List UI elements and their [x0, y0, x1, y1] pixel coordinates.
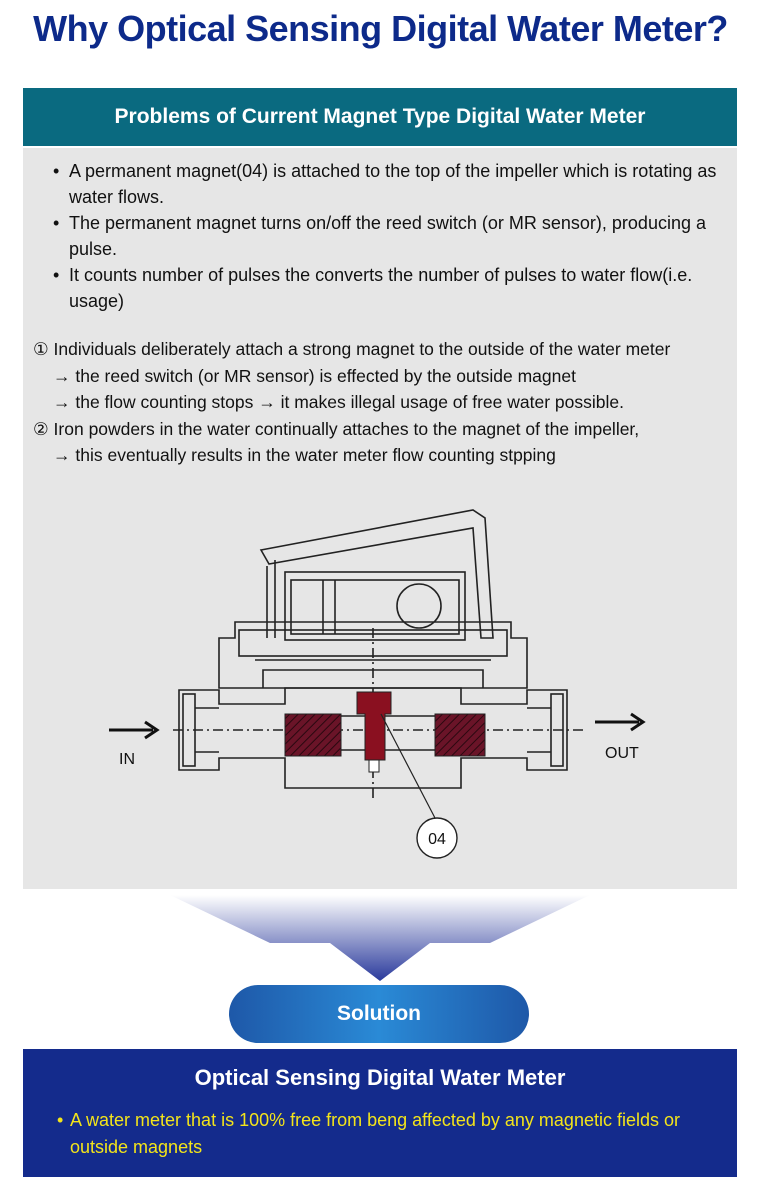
problem-bullet-2: • The permanent magnet turns on/off the reed switch (or MR sensor), producing a pulse.: [53, 210, 723, 262]
water-meter-diagram: [23, 488, 737, 888]
issue-2: ② Iron powders in the water continually attaches to the magnet of the impeller,: [33, 418, 640, 439]
page-title: Why Optical Sensing Digital Water Meter?: [33, 8, 728, 49]
issue-1-consequence-1: → the reed switch (or MR sensor) is effected by the outside magnet: [53, 365, 576, 386]
out-label: OUT: [605, 745, 639, 762]
part-label: 04: [428, 831, 446, 848]
solution-pill-label: Solution: [337, 1002, 421, 1025]
issue-2-consequence: → this eventually results in the water meter flow counting stpping: [53, 445, 556, 465]
down-arrow-icon: [170, 893, 590, 985]
issue-1-consequence-2: → the flow counting stops → it makes illegal usage of free water possible.: [53, 392, 624, 412]
out-arrow-icon: [595, 714, 643, 730]
problems-panel: [23, 148, 737, 889]
problem-bullet-3: • It counts number of pulses the converts the number of pulses to water flow(i.e. usage): [53, 262, 723, 314]
issue-1: ① Individuals deliberately attach a strong magnet to the outside of the water meter: [33, 339, 671, 359]
problem-bullets: [53, 158, 723, 314]
in-arrow-icon: [109, 722, 157, 738]
impeller-left: [285, 714, 341, 756]
in-label: IN: [119, 751, 135, 768]
solution-bullet: • A water meter that is 100% free from beng affected by any magnetic fields or outside magnets: [57, 1107, 730, 1161]
problems-header: [23, 88, 737, 146]
impeller-right: [435, 714, 485, 756]
problem-bullet-1: • A permanent magnet(04) is attached to the top of the impeller which is rotating as water flows.: [53, 158, 723, 210]
solution-pill: [229, 985, 529, 1043]
solution-box: [23, 1049, 737, 1177]
issues-list: [33, 336, 733, 469]
solution-title: Optical Sensing Digital Water Meter: [194, 1065, 566, 1090]
problems-header-text: Problems of Current Magnet Type Digital Water Meter: [114, 105, 646, 128]
